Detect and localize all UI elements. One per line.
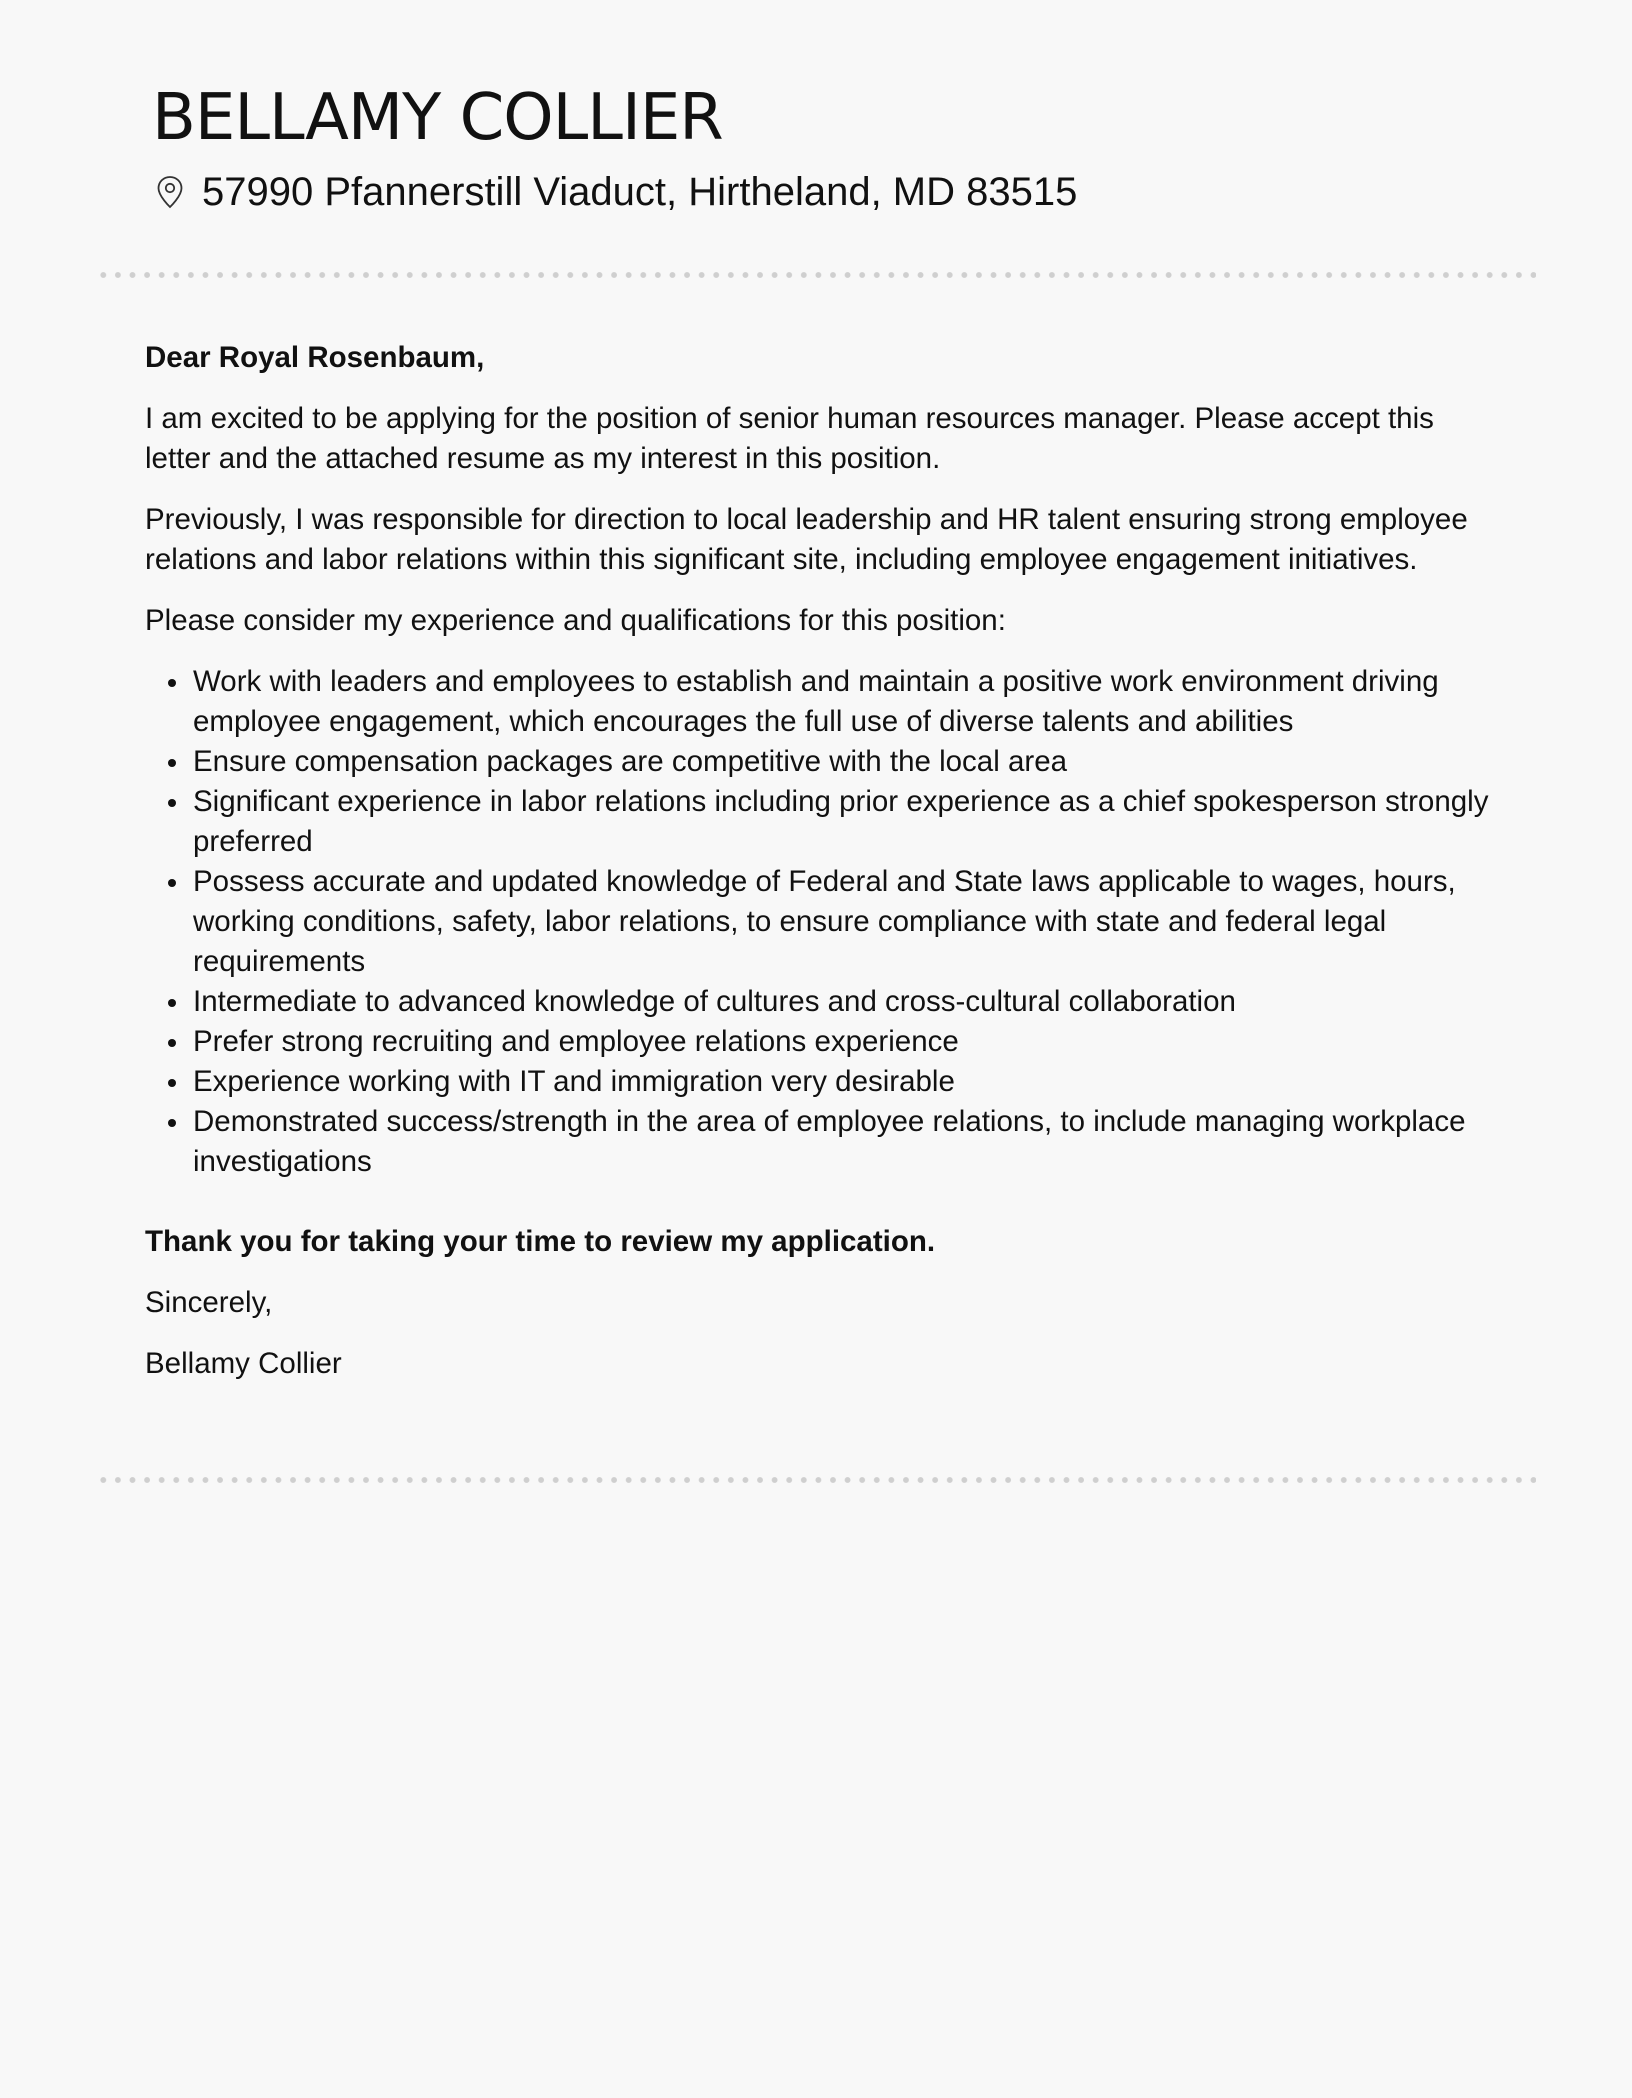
sender-address: 57990 Pfannerstill Viaduct, Hirtheland, MD 83515 [202, 170, 1078, 214]
bottom-dotted-divider [96, 1476, 1536, 1484]
list-item: Experience working with IT and immigration very desirable [193, 1062, 1495, 1102]
signature: Bellamy Collier [145, 1347, 342, 1380]
intro-paragraph: I am excited to be applying for the position of senior human resources manager. Please accept this letter and the attached resume as my interest in this position. [145, 402, 1434, 475]
qualifications-intro: Please consider my experience and qualifications for this position: [145, 604, 1006, 637]
experience-paragraph: Previously, I was responsible for direction to local leadership and HR talent ensuring strong employee relations and labor relations within this significant site, including employee engagement initiatives. [145, 503, 1468, 576]
list-item: Significant experience in labor relations including prior experience as a chief spokesperson strongly preferred [193, 782, 1495, 862]
greeting: Dear Royal Rosenbaum, [145, 341, 485, 374]
address-row [152, 164, 1472, 220]
sender-name: BELLAMY COLLIER [152, 81, 723, 155]
qualifications-list [145, 662, 1495, 1182]
map-pin-icon [156, 175, 184, 209]
letter-body [145, 338, 1495, 1405]
letter-header [152, 78, 1472, 220]
top-dotted-divider [96, 271, 1536, 279]
closing-line: Thank you for taking your time to review my application. [145, 1225, 936, 1258]
signoff: Sincerely, [145, 1286, 273, 1319]
list-item: Demonstrated success/strength in the area of employee relations, to include managing workplace investigations [193, 1102, 1495, 1182]
list-item: Intermediate to advanced knowledge of cultures and cross-cultural collaboration [193, 982, 1495, 1022]
list-item: Prefer strong recruiting and employee relations experience [193, 1022, 1495, 1062]
list-item: Work with leaders and employees to establish and maintain a positive work environment driving employee engagement, which encourages the full use of diverse talents and abilities [193, 662, 1495, 742]
list-item: Possess accurate and updated knowledge of Federal and State laws applicable to wages, hours, working conditions, safety, labor relations, to ensure compliance with state and federal legal requirements [193, 862, 1495, 982]
list-item: Ensure compensation packages are competitive with the local area [193, 742, 1495, 782]
